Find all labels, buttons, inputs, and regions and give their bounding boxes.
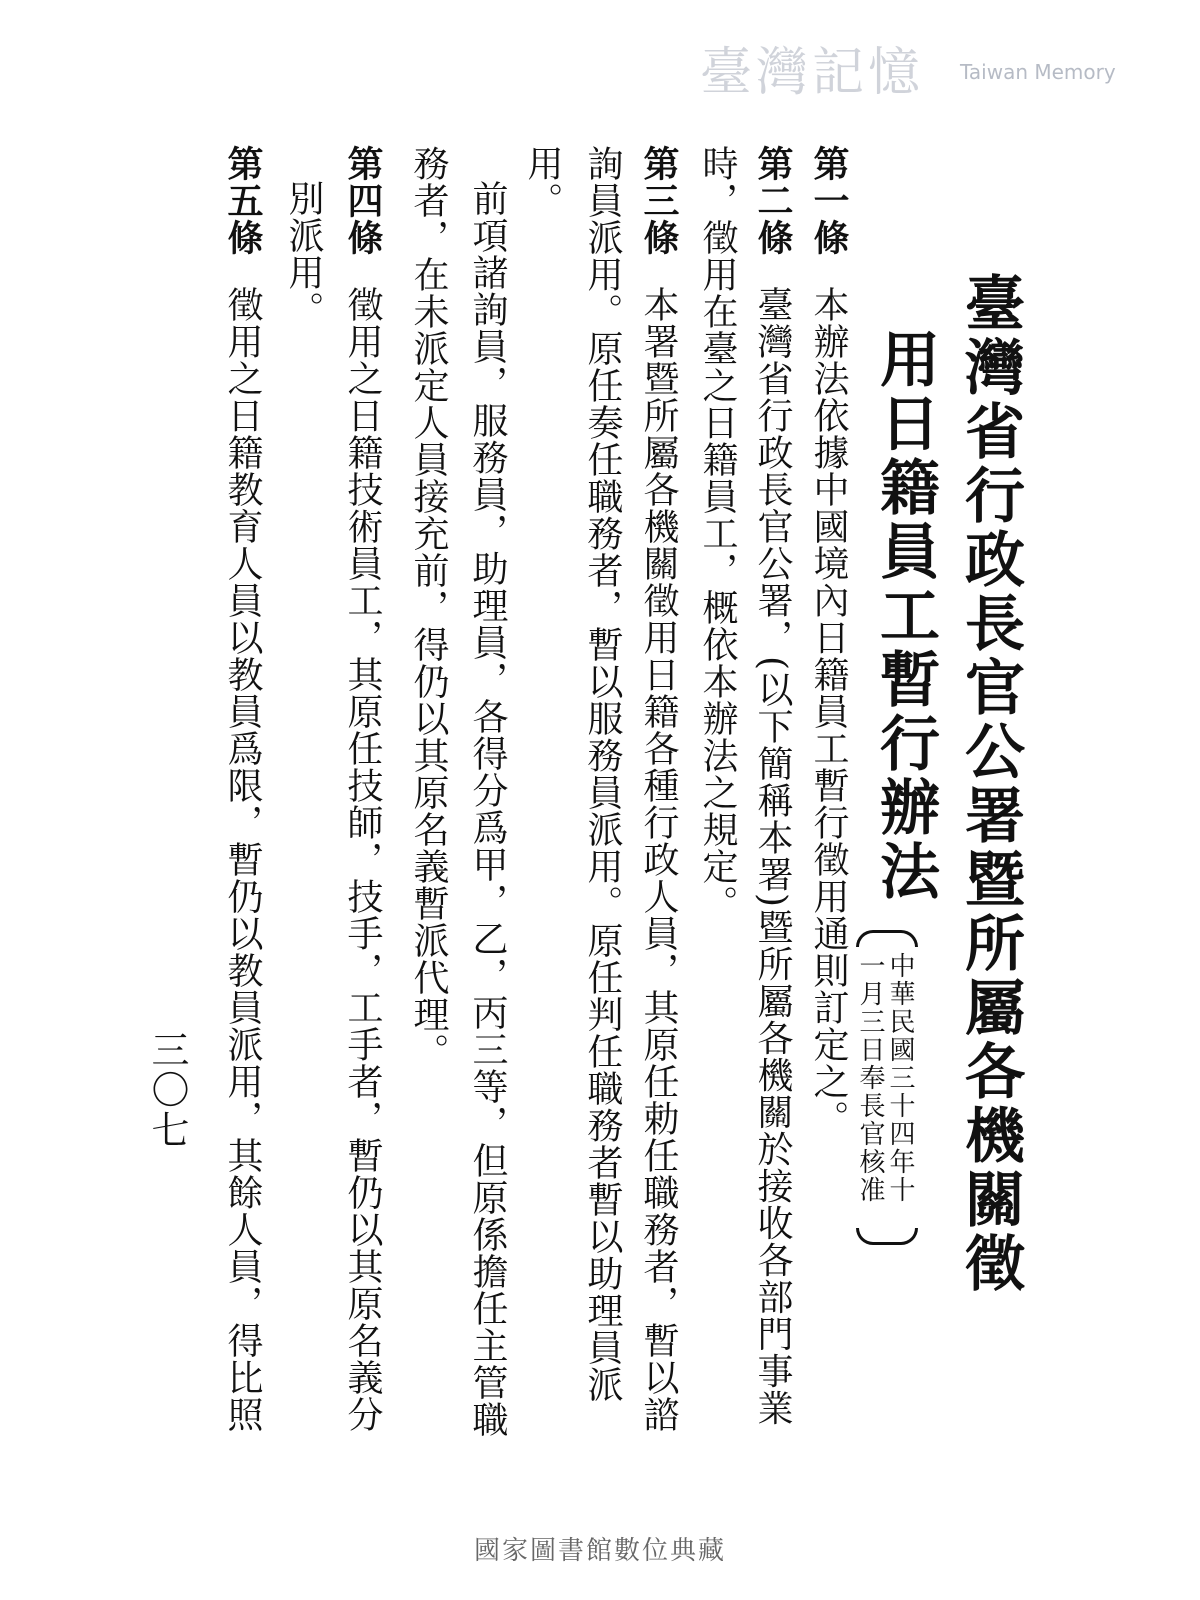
title-line-2: 用日籍員工暫行辦法 — [870, 328, 940, 904]
text-column — [467, 180, 507, 1438]
text-column — [638, 145, 678, 1433]
article-number: 第一條 — [808, 145, 849, 256]
page-number: 三〇七 — [145, 1030, 189, 1150]
annotation-open-paren — [856, 930, 918, 947]
text-column — [342, 145, 382, 1433]
text-column — [582, 145, 622, 1403]
annotation-close-paren — [856, 1228, 918, 1245]
text-column — [522, 145, 562, 219]
annotation-line-1: 中華民國三十四年十 — [885, 952, 915, 1204]
article-text: 用。 — [522, 145, 563, 219]
annotation-line-2: 一月三日奉長官核准 — [855, 952, 885, 1204]
text-column — [752, 145, 792, 1426]
article-text: 詢員派用。原任奏任職務者，暫以服務員派用。原任判任職務者暫以助理員派 — [582, 145, 623, 1403]
article-text: 臺灣省行政長官公署，(以下簡稱本署)暨所屬各機關於接收各部門事業 — [752, 286, 793, 1427]
article-number: 第三條 — [638, 145, 679, 256]
article-text: 前項諸詢員，服務員，助理員，各得分爲甲，乙，丙三等，但原係擔任主管職 — [467, 180, 508, 1438]
article-text: 別派用。 — [283, 180, 324, 328]
watermark-subtext: Taiwan Memory — [960, 60, 1116, 84]
article-text: 時，徵用在臺之日籍員工，概依本辦法之規定。 — [697, 145, 738, 922]
text-column — [283, 180, 323, 328]
text-column — [808, 145, 848, 1137]
article-text: 徵用之日籍教育人員以教員爲限，暫仍以教員派用，其餘人員，得比照 — [222, 286, 263, 1433]
text-column — [697, 145, 737, 922]
article-text: 本署暨所屬各機關徵用日籍各種行政人員，其原任勅任職務者，暫以諮 — [638, 286, 679, 1433]
article-text: 本辦法依據中國境內日籍員工暫行徵用通則訂定之。 — [808, 286, 849, 1137]
title-line-1: 臺灣省行政長官公署暨所屬各機關徵 — [955, 272, 1025, 1296]
article-text: 徵用之日籍技術員工，其原任技師，技手，工手者，暫仍以其原名義分 — [342, 286, 383, 1433]
article-text: 務者，在未派定人員接充前，得仍以其原名義暫派代理。 — [408, 145, 449, 1070]
text-column — [222, 145, 262, 1433]
footer-credit: 國家圖書館數位典藏 — [473, 1536, 726, 1566]
text-column — [408, 145, 448, 1070]
article-number: 第四條 — [342, 145, 383, 256]
article-number: 第二條 — [752, 145, 793, 256]
watermark: 臺灣記憶 — [700, 43, 925, 103]
article-number: 第五條 — [222, 145, 263, 256]
